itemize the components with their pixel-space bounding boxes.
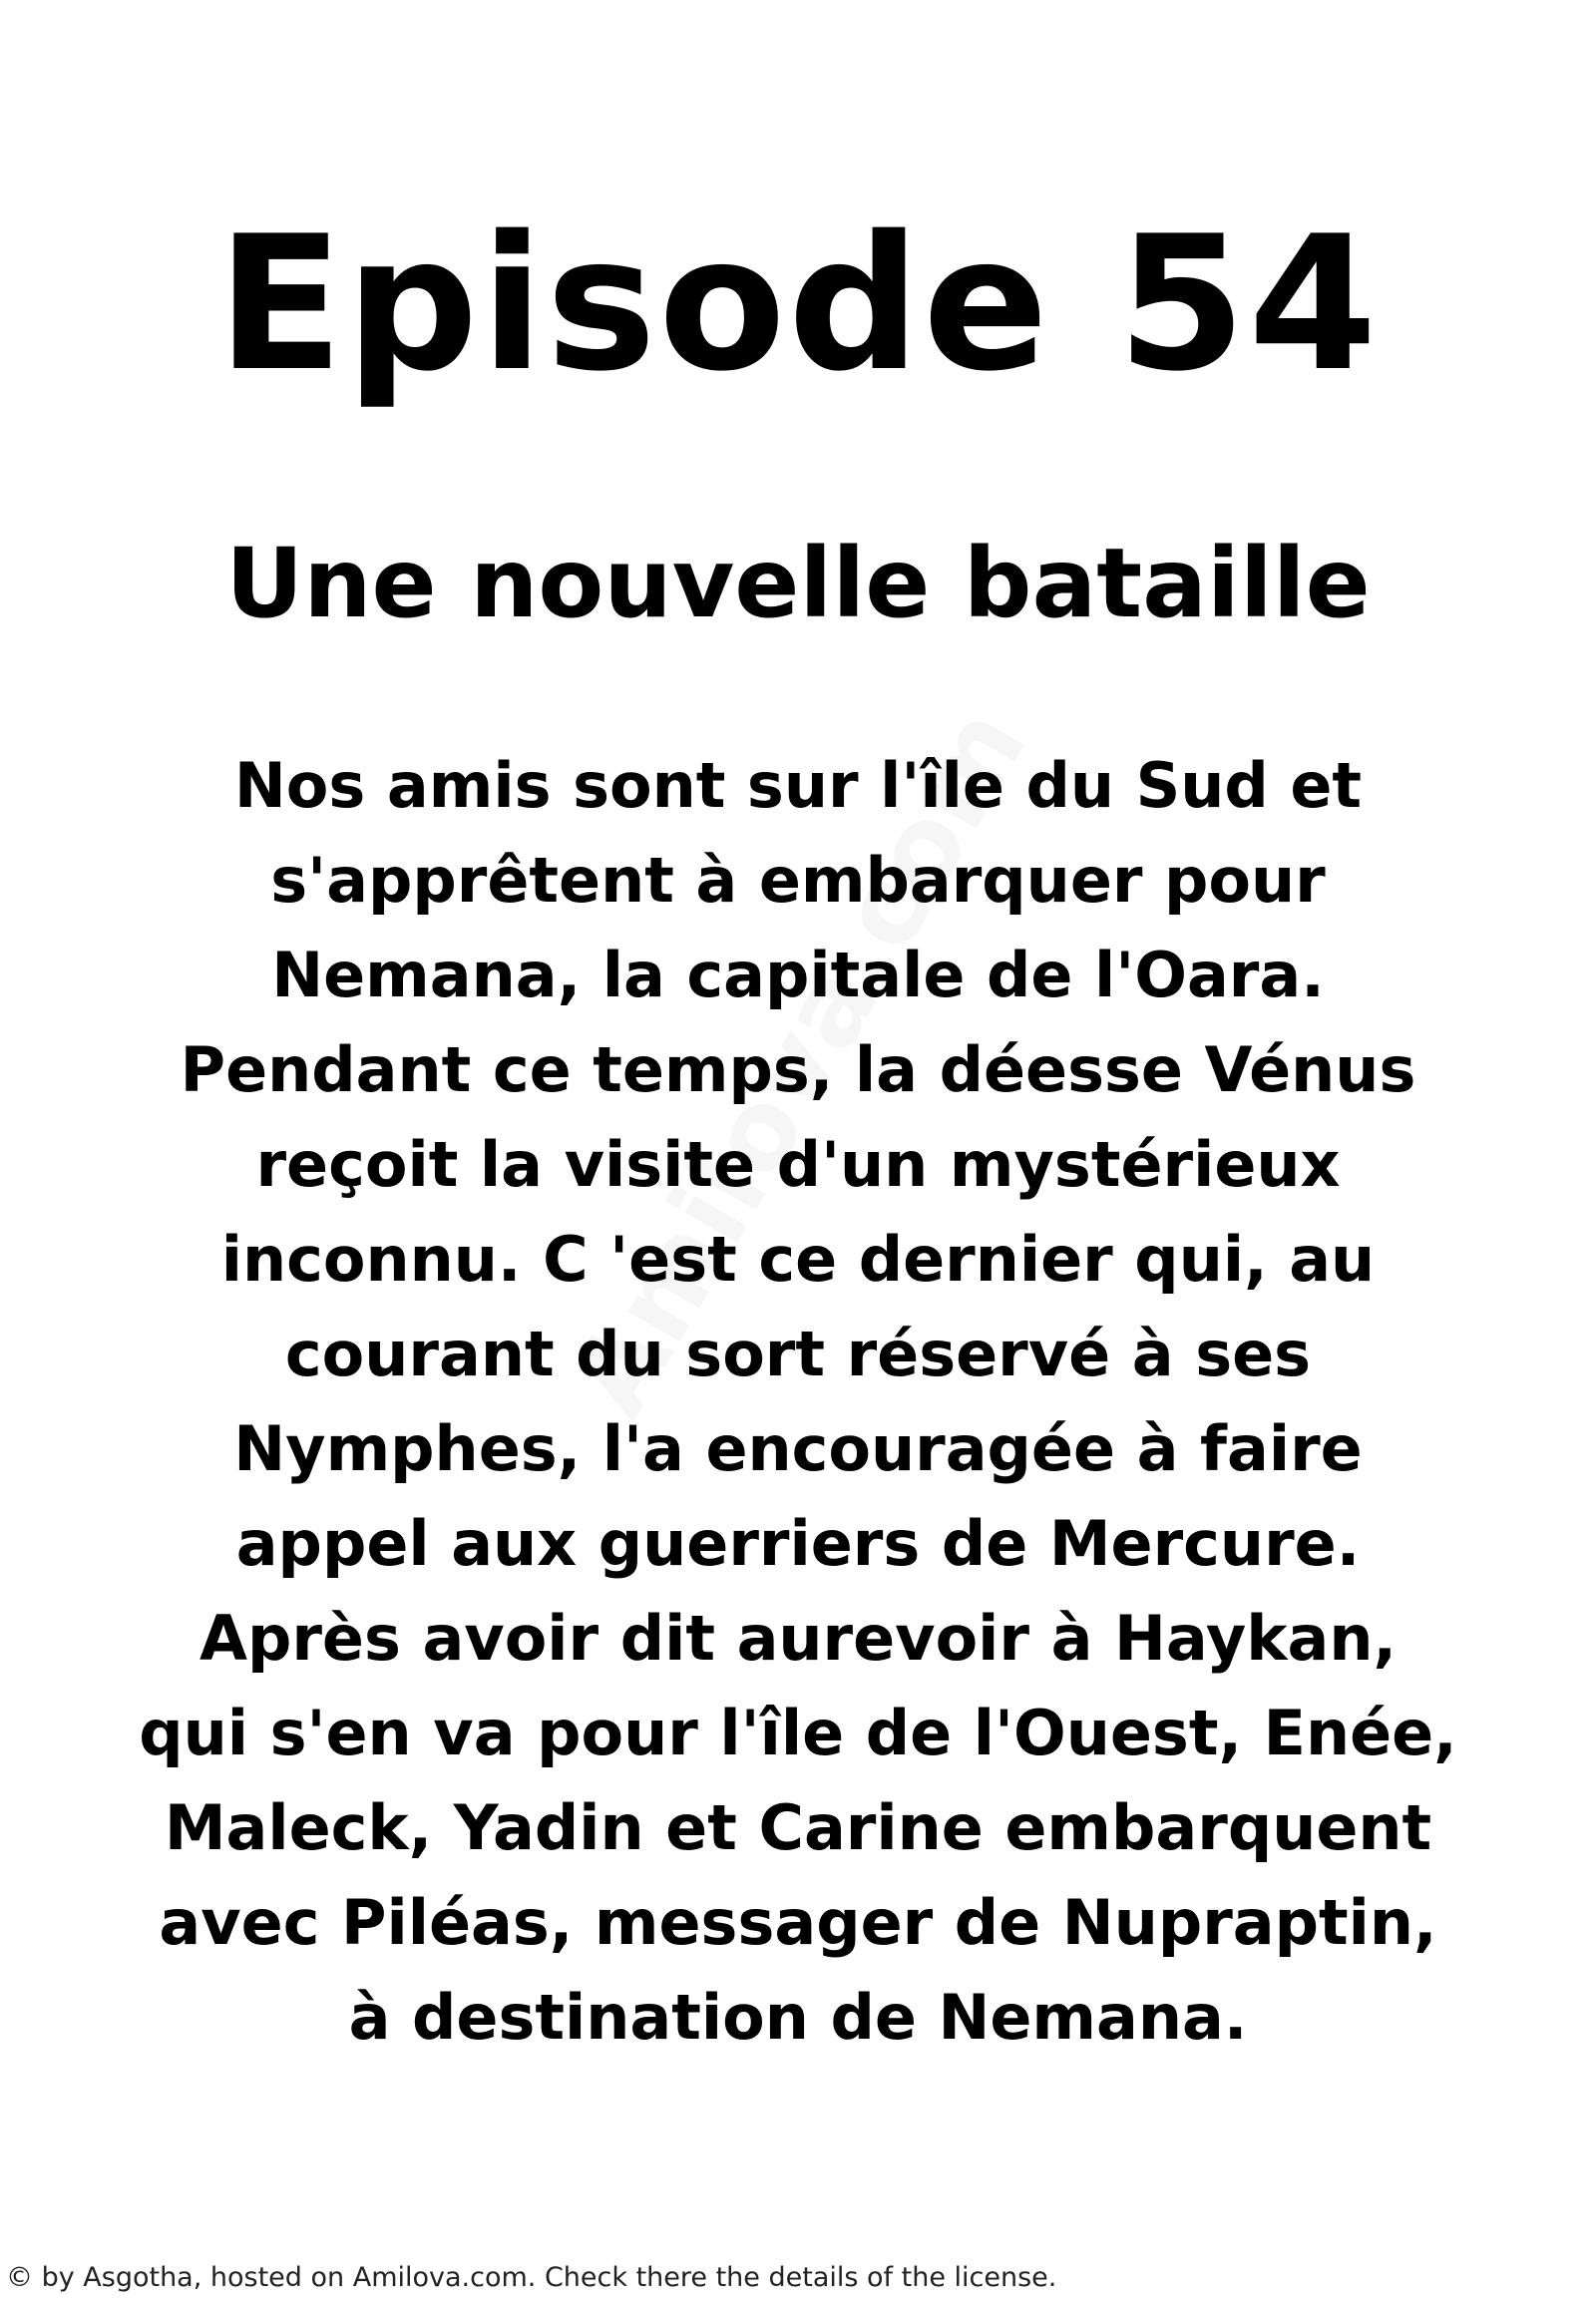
- summary-line: reçoit la visite d'un mystérieux: [255, 1128, 1341, 1201]
- summary-line: Maleck, Yadin et Carine embarquent: [164, 1791, 1432, 1864]
- summary-line: Nymphes, l'a encouragée à faire: [233, 1412, 1363, 1485]
- episode-title: Episode 54: [216, 195, 1380, 412]
- summary-line: qui s'en va pour l'île de l'Ouest, Enée,: [139, 1697, 1457, 1769]
- summary-line: s'apprêtent à embarquer pour: [270, 844, 1326, 917]
- summary-line: Nemana, la capitale de l'Oara.: [271, 939, 1325, 1011]
- summary-line: avec Piléas, messager de Nupraptin,: [159, 1886, 1437, 1959]
- summary-line: Nos amis sont sur l'île du Sud et: [233, 749, 1363, 822]
- summary-line: Pendant ce temps, la déesse Vénus: [180, 1033, 1416, 1106]
- summary-line: à destination de Nemana.: [348, 1981, 1248, 2054]
- summary-line: courant du sort réservé à ses: [284, 1318, 1312, 1390]
- episode-summary: [100, 738, 1496, 2065]
- summary-line: Après avoir dit aurevoir à Haykan,: [199, 1602, 1397, 1675]
- episode-subtitle: Une nouvelle bataille: [225, 528, 1371, 639]
- summary-line: appel aux guerriers de Mercure.: [235, 1507, 1361, 1580]
- summary-line: inconnu. C 'est ce dernier qui, au: [220, 1223, 1376, 1296]
- license-notice: © by Asgotha, hosted on Amilova.com. Check there the details of the license.: [6, 2262, 1057, 2293]
